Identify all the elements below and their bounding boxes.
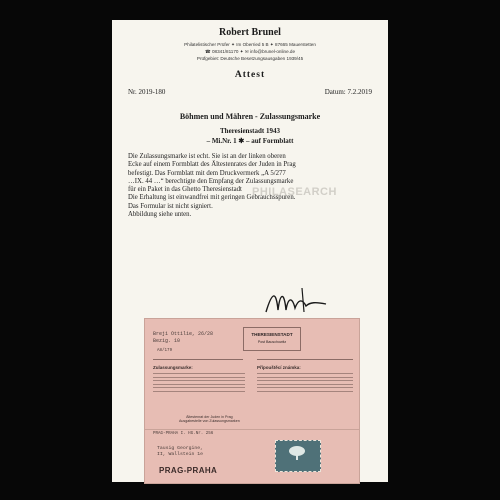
tree-icon — [286, 445, 308, 461]
body-line: für ein Paket in das Ghetto Theresienstadt — [128, 186, 242, 194]
form-header-title: THERESIENSTADT — [251, 332, 293, 337]
form-text-block — [257, 373, 353, 392]
form-address-line: Bezig. 10 — [153, 338, 181, 344]
body-line: Ecke auf einem Formblatt des Ältestenrates der Juden in Prag — [128, 161, 296, 169]
form-bottom-stamp-text: PRAG-PRAHA — [159, 466, 218, 475]
body-line: Die Erhaltung ist einwandfrei mit geringen Gebrauchsspuren. — [128, 194, 296, 202]
form-section-title: Přípouštěcí známka: — [257, 365, 301, 370]
subject-line-2: – Mi.Nr. 1 ✱ – auf Formblatt — [206, 137, 294, 145]
form-bottom-address: Tausig Georgine, — [157, 446, 204, 451]
certificate-date: Datum: 7.2.2019 — [324, 88, 372, 96]
form-bottom-address: II, Wallstein 1e — [157, 452, 204, 457]
body-line: …IX. 44 …“ berechtigte den Empfang der Zulassungsmarke — [128, 177, 294, 185]
form-section-title: Zulassungsmarke: — [153, 365, 193, 370]
form-issuer-line: Ausgabestelle von Zulassungsmarken — [179, 419, 240, 423]
form-number: A8/179 — [157, 349, 173, 353]
form-bottom-reference: PRAG-PRAHA I. HG.Nr. 256 — [153, 432, 214, 436]
form-address-line: Breji Ottilie, 26/28 — [153, 331, 214, 337]
body-line: Abbildung siehe unten. — [128, 211, 192, 219]
form-issuer — [179, 415, 240, 423]
form-sheet — [144, 318, 360, 484]
body-line: befestigt. Das Formblatt mit dem Druckvermerk „A 5/277 — [128, 169, 286, 177]
body-line: Die Zulassungsmarke ist echt. Sie ist an der linken oberen — [128, 153, 286, 160]
form-divider — [257, 359, 353, 360]
form-text-block — [153, 373, 245, 392]
certificate — [112, 20, 388, 482]
certificate-number: Nr. 2019-180 — [128, 88, 166, 96]
certificate-title: Attest — [234, 70, 266, 80]
watermark: PHILASEARCH — [252, 186, 337, 198]
body-line: Das Formular ist nicht signiert. — [128, 202, 213, 210]
form-header-box — [243, 327, 301, 351]
certificate-heading: Böhmen und Mähren - Zulassungsmarke — [179, 112, 321, 121]
sender-area: Prüfgebiet: Deutsche Besetzungsausgaben 1939/45 — [196, 56, 304, 61]
sender-address: Philatelistischer Prüfer ✦ Im Oberried 5 B ✦ 87665 Mauerstetten — [184, 42, 316, 47]
subject-line-1: Theresienstadt 1943 — [220, 127, 280, 135]
postage-stamp — [275, 440, 321, 472]
sender-contact: ☎ 08341/81170 ✦ ✉ info@brunel-online.de — [204, 49, 296, 54]
form-divider — [153, 359, 243, 360]
form-section-right — [257, 365, 353, 394]
form-section-left — [153, 365, 245, 394]
form-header-subtitle: Post Bauschowitz — [257, 340, 287, 344]
signature-icon — [262, 282, 332, 322]
sender-name: Robert Brunel — [219, 27, 281, 38]
form-issuer-line: Ältestenrat der Juden in Prag — [186, 415, 233, 419]
form-bottom-section — [145, 429, 359, 484]
